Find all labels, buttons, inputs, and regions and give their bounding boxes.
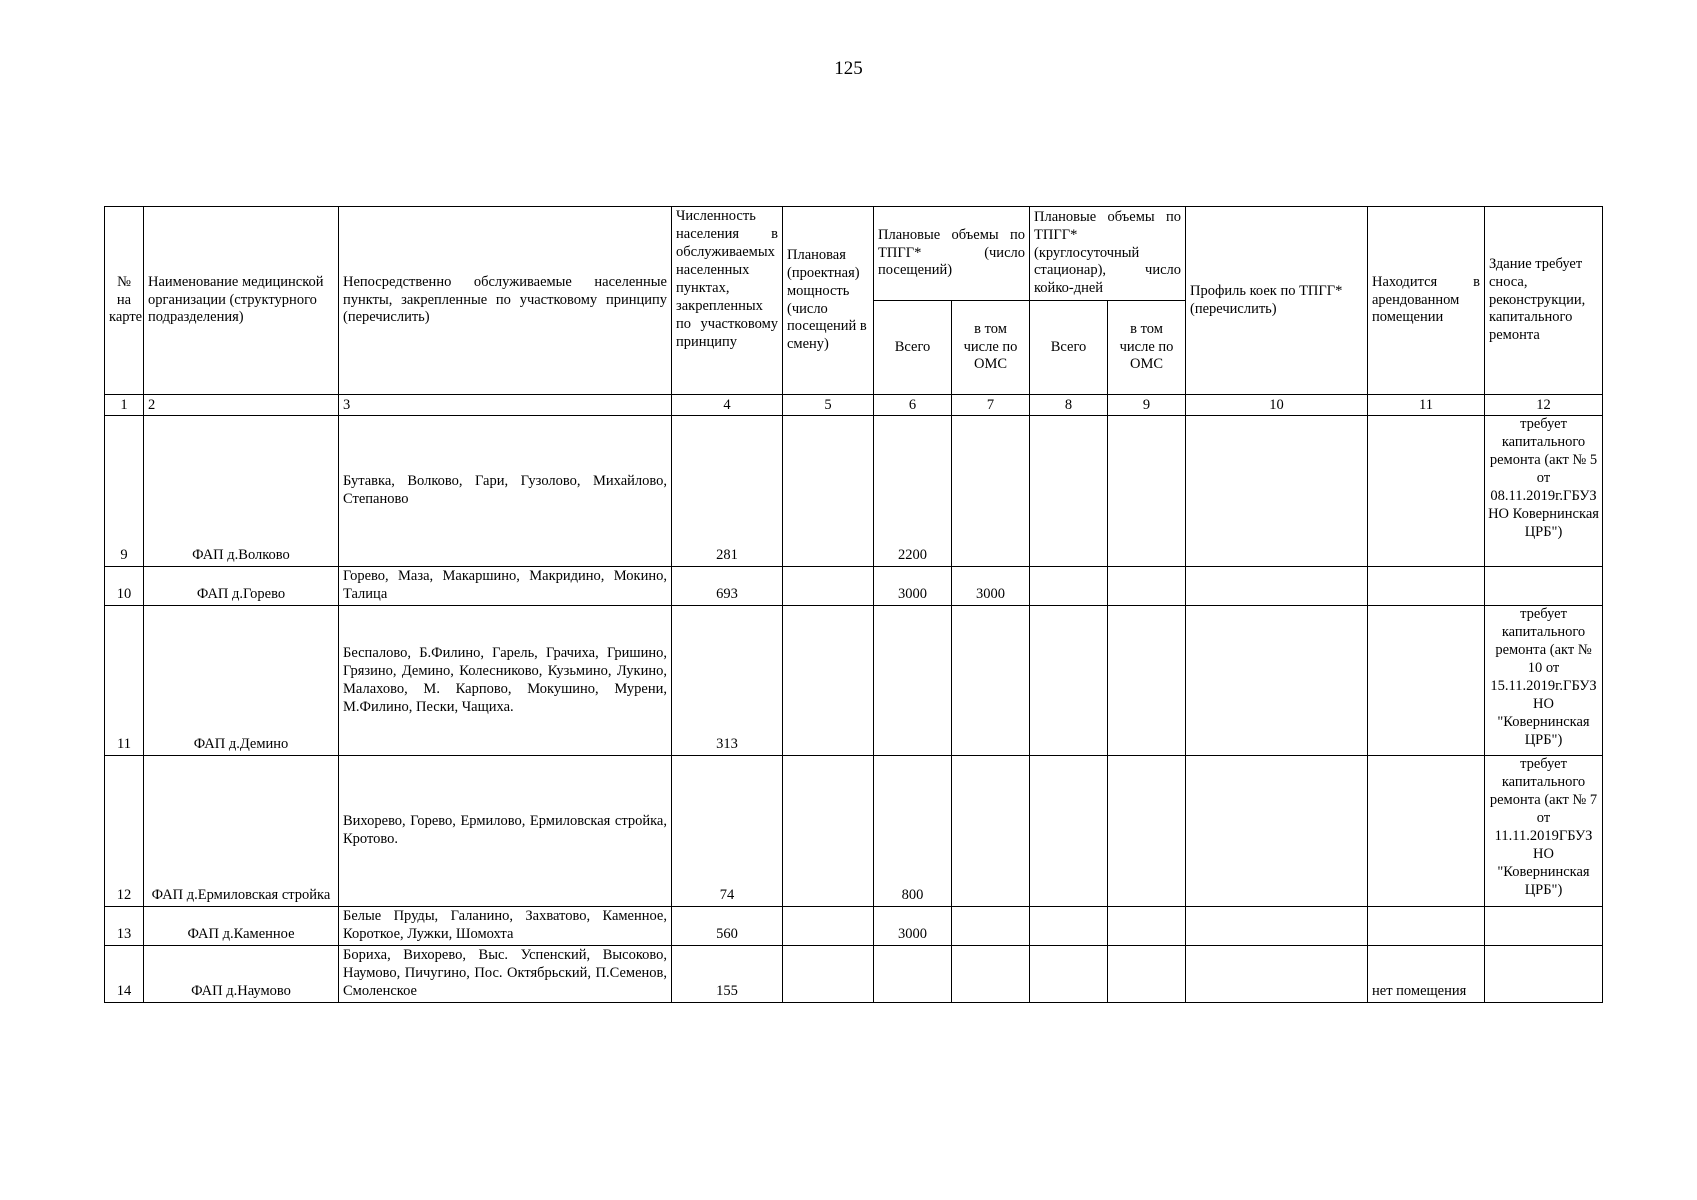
beds-total [1030, 567, 1108, 606]
column-number: 3 [339, 395, 672, 416]
table-row [105, 416, 1603, 567]
visits-total [874, 946, 952, 1003]
header-population: Численность населения в обслуживаемых населенных пунктах, закрепленных по участковому принципу [672, 207, 783, 395]
organization-name: ФАП д.Ермиловская стройка [144, 756, 339, 907]
rented-premises [1368, 756, 1485, 907]
building-repair-note: требует капитального ремонта (акт № 5 от 08.11.2019г.ГБУЗ НО Ковернинская ЦРБ") [1485, 416, 1603, 567]
population: 313 [672, 606, 783, 756]
column-number: 9 [1108, 395, 1186, 416]
settlements: Горево, Маза, Макаршино, Макридино, Мокино, Талица [339, 567, 672, 606]
table-row [105, 756, 1603, 907]
bed-profile [1186, 567, 1368, 606]
header-visits-oms: в том числе по ОМС [952, 301, 1030, 395]
visits-total: 2200 [874, 416, 952, 567]
beds-total [1030, 756, 1108, 907]
header-beds-oms: в том числе по ОМС [1108, 301, 1186, 395]
settlements: Бориха, Вихорево, Выс. Успенский, Высоково, Наумово, Пичугино, Пос. Октябрьский, П.Семенов, Смоленское [339, 946, 672, 1003]
facility-registry-table [104, 206, 1603, 1003]
population: 74 [672, 756, 783, 907]
visits-total [874, 606, 952, 756]
column-number-row [105, 395, 1603, 416]
table-row [105, 946, 1603, 1003]
column-number: 6 [874, 395, 952, 416]
row-number: 13 [105, 907, 144, 946]
column-number: 11 [1368, 395, 1485, 416]
column-number: 4 [672, 395, 783, 416]
header-row-1 [105, 207, 1603, 301]
visits-oms [952, 416, 1030, 567]
visits-oms [952, 606, 1030, 756]
building-repair-note [1485, 907, 1603, 946]
beds-total [1030, 416, 1108, 567]
header-bed-profile: Профиль коек по ТПГГ* (перечислить) [1186, 207, 1368, 395]
bed-profile [1186, 946, 1368, 1003]
column-number: 8 [1030, 395, 1108, 416]
beds-oms [1108, 567, 1186, 606]
beds-total [1030, 606, 1108, 756]
header-organization-name: Наименование медицинской организации (структурного подразделения) [144, 207, 339, 395]
building-repair-note [1485, 946, 1603, 1003]
header-beds-total: Всего [1030, 301, 1108, 395]
header-capacity: Плановая (проектная) мощность (число посещений в смену) [783, 207, 874, 395]
beds-oms [1108, 756, 1186, 907]
organization-name: ФАП д.Каменное [144, 907, 339, 946]
header-rented-premises: Находится в арендованном помещении [1368, 207, 1485, 395]
header-building-repair: Здание требует сноса, реконструкции, капитального ремонта [1485, 207, 1603, 395]
organization-name: ФАП д.Наумово [144, 946, 339, 1003]
row-number: 11 [105, 606, 144, 756]
population: 281 [672, 416, 783, 567]
row-number: 10 [105, 567, 144, 606]
rented-premises: нет помещения [1368, 946, 1485, 1003]
header-map-number: № на карте [105, 207, 144, 395]
visits-total: 3000 [874, 567, 952, 606]
settlements: Бутавка, Волково, Гари, Гузолово, Михайлово, Степаново [339, 416, 672, 567]
header-planned-visits: Плановые объемы по ТПГГ* (число посещений) [874, 207, 1030, 301]
capacity [783, 946, 874, 1003]
beds-oms [1108, 907, 1186, 946]
rented-premises [1368, 907, 1485, 946]
header-settlements: Непосредственно обслуживаемые населенные пункты, закрепленные по участковому принципу (перечислить) [339, 207, 672, 395]
capacity [783, 907, 874, 946]
row-number: 14 [105, 946, 144, 1003]
rented-premises [1368, 567, 1485, 606]
bed-profile [1186, 907, 1368, 946]
table-row [105, 907, 1603, 946]
capacity [783, 567, 874, 606]
building-repair-note [1485, 567, 1603, 606]
page-number: 125 [834, 58, 863, 79]
organization-name: ФАП д.Горево [144, 567, 339, 606]
row-number: 9 [105, 416, 144, 567]
population: 560 [672, 907, 783, 946]
column-number: 1 [105, 395, 144, 416]
organization-name: ФАП д.Демино [144, 606, 339, 756]
beds-total [1030, 946, 1108, 1003]
building-repair-note: требует капитального ремонта (акт № 7 от 11.11.2019ГБУЗ НО "Ковернинская ЦРБ") [1485, 756, 1603, 907]
capacity [783, 756, 874, 907]
visits-oms [952, 907, 1030, 946]
row-number: 12 [105, 756, 144, 907]
building-repair-note: требует капитального ремонта (акт № 10 от 15.11.2019г.ГБУЗ НО "Ковернинская ЦРБ") [1485, 606, 1603, 756]
bed-profile [1186, 416, 1368, 567]
column-number: 10 [1186, 395, 1368, 416]
beds-oms [1108, 946, 1186, 1003]
column-number: 2 [144, 395, 339, 416]
capacity [783, 416, 874, 567]
visits-total: 800 [874, 756, 952, 907]
population: 155 [672, 946, 783, 1003]
header-planned-bed-days: Плановые объемы по ТПГГ* (круглосуточный стационар), число койко-дней [1030, 207, 1186, 301]
visits-oms [952, 946, 1030, 1003]
population: 693 [672, 567, 783, 606]
visits-oms: 3000 [952, 567, 1030, 606]
capacity [783, 606, 874, 756]
column-number: 7 [952, 395, 1030, 416]
beds-oms [1108, 416, 1186, 567]
header-visits-total: Всего [874, 301, 952, 395]
rented-premises [1368, 606, 1485, 756]
rented-premises [1368, 416, 1485, 567]
bed-profile [1186, 606, 1368, 756]
visits-total: 3000 [874, 907, 952, 946]
beds-oms [1108, 606, 1186, 756]
table-row [105, 606, 1603, 756]
settlements: Белые Пруды, Галанино, Захватово, Каменное, Короткое, Лужки, Шомохта [339, 907, 672, 946]
bed-profile [1186, 756, 1368, 907]
settlements: Вихорево, Горево, Ермилово, Ермиловская стройка, Кротово. [339, 756, 672, 907]
organization-name: ФАП д.Волково [144, 416, 339, 567]
column-number: 5 [783, 395, 874, 416]
beds-total [1030, 907, 1108, 946]
column-number: 12 [1485, 395, 1603, 416]
table-row [105, 567, 1603, 606]
settlements: Беспалово, Б.Филино, Гарель, Грачиха, Гришино, Грязино, Демино, Колесниково, Кузьмино, Лукино, Малахово, М. Карпово, Мокушино, Мурени, М.Филино, Пески, Чащиха. [339, 606, 672, 756]
visits-oms [952, 756, 1030, 907]
